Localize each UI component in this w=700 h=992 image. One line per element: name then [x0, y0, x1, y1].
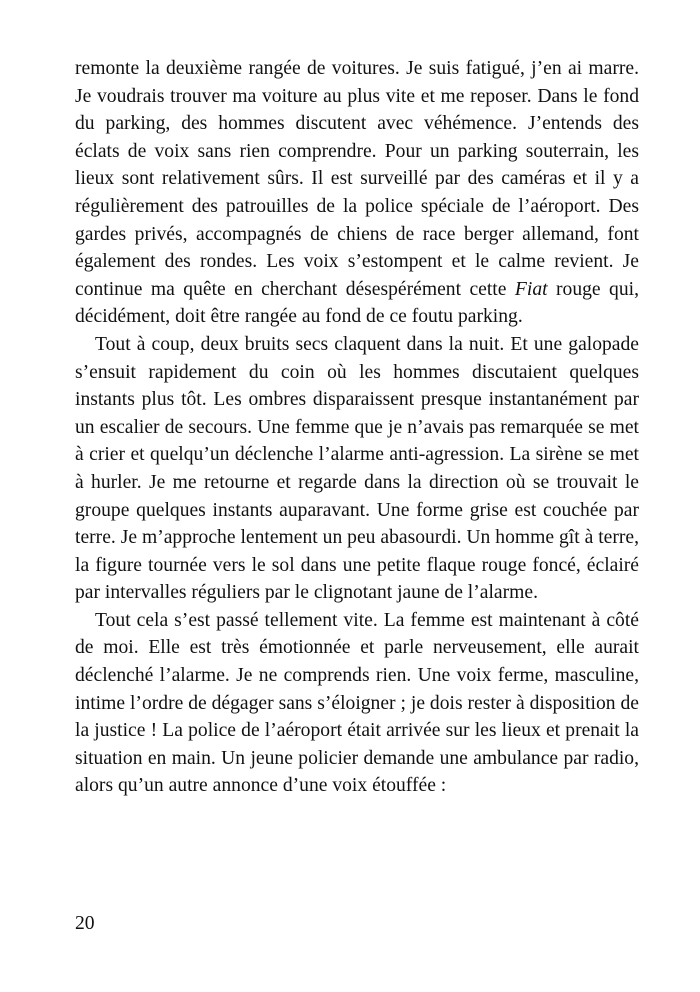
paragraph-2: Tout à coup, deux bruits secs claquent dans la nuit. Et une galopade s’ensuit rapidement du coin où les hommes discutaient quelques instants plus tôt. Les ombres disparaissent presque instantanément par un escalier de secours. Une femme que je n’avais pas remarquée se met à crier et quelqu’un déclenche l’alarme anti-agression. La sirène se met à hurler. Je me retourne et regarde dans la direction où se trouvait le groupe quelques instants auparavant. Une forme grise est couchée par terre. Je m’approche lentement un peu abasourdi. Un homme gît à terre, la figure tournée vers le sol dans une petite flaque rouge foncé, éclairé par intervalles réguliers par le clignotant jaune de l’alarme.: [75, 333, 639, 604]
paragraph-3: Tout cela s’est passé tellement vite. La femme est maintenant à côté de moi. Elle est très émotionnée et parle nerveusement, elle aurait déclenché l’alarme. Je ne comprends rien. Une voix ferme, masculine, intime l’ordre de dégager sans s’éloigner ; je dois rester à disposition de la justice ! La police de l’aéroport était arrivée sur les lieux et prenait la situation en main. Un jeune policier demande une ambulance par radio, alors qu’un autre annonce d’une voix étouffée :: [75, 609, 639, 797]
page-body: [75, 55, 639, 800]
paragraph-1: [75, 55, 639, 331]
italic-car-brand: Fiat: [514, 278, 548, 300]
page-number: 20: [75, 913, 95, 934]
paragraph-1-text-before: remonte la deuxième rangée de voitures. Je suis fatigué, j’en ai marre. Je voudrais trouver ma voiture au plus vite et me reposer. Dans le fond du parking, des hommes discutent avec véhémence. J’entends des éclats de voix sans rien comprendre. Pour un parking souterrain, les lieux sont relativement sûrs. Il est surveillé par des caméras et il y a régulièrement des patrouilles de la police spéciale de l’aéroport. Des gardes privés, accompagnés de chiens de race berger allemand, font également des rondes. Les voix s’estompent et le calme revient. Je continue ma quête en cherchant désespérément cette: [75, 58, 639, 300]
paragraph-1-text-after: rouge qui, décidément, doit être rangée au fond de ce foutu parking.: [75, 278, 639, 328]
